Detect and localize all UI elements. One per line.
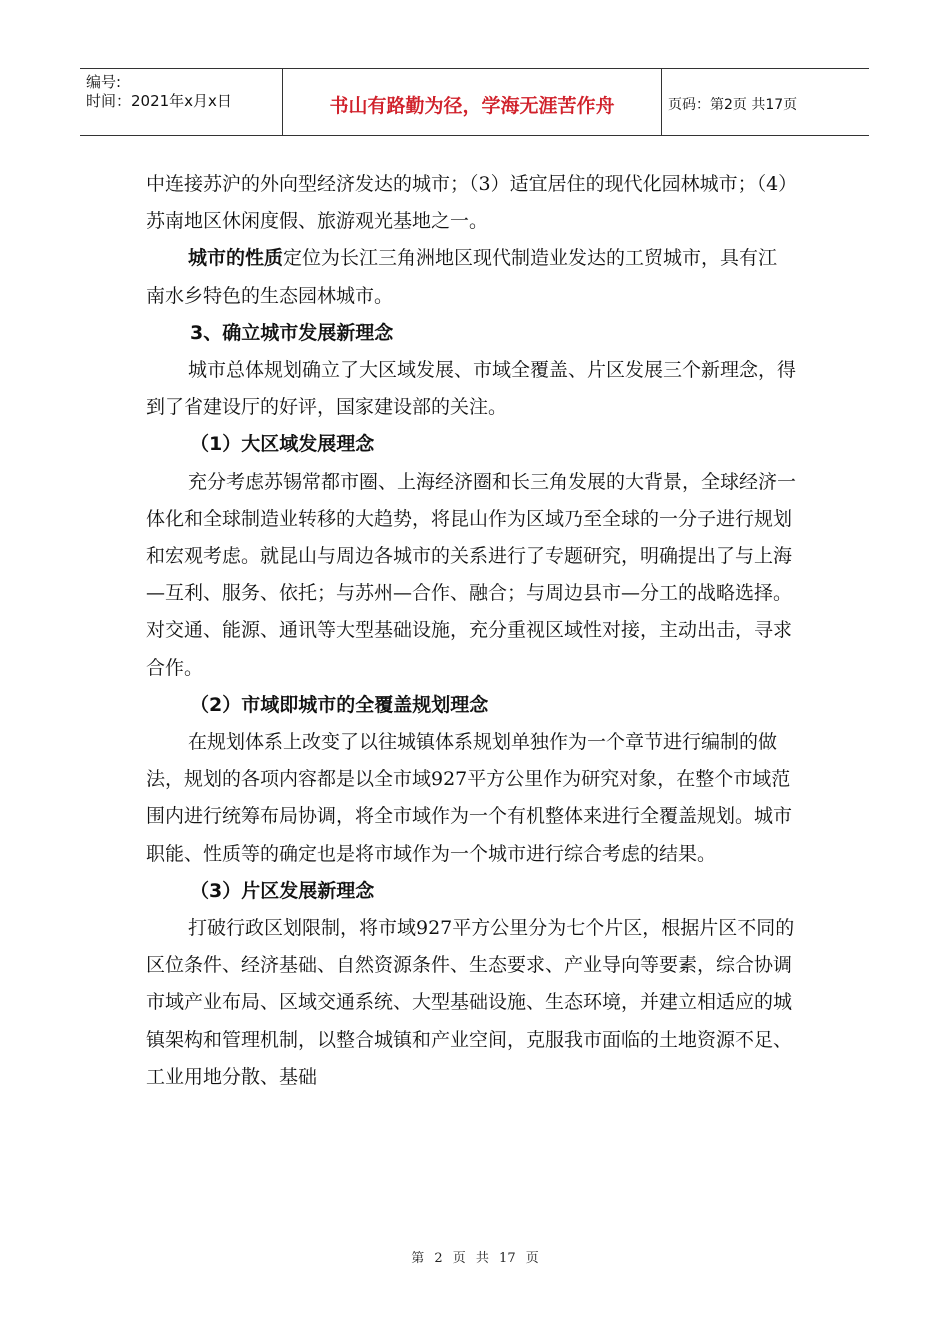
- page-header: [80, 68, 869, 136]
- subheading-district-development: （3）片区发展新理念: [190, 879, 375, 902]
- emphasis-city-nature: 城市的性质: [188, 247, 284, 270]
- time-label: 时间：2021年x月x日: [86, 92, 232, 110]
- serial-label: 编号:: [86, 73, 122, 91]
- subheading-full-coverage: （2）市域即城市的全覆盖规划理念: [190, 693, 489, 716]
- header-meta: [80, 69, 283, 135]
- paragraph-new-concepts: 城市总体规划确立了大区域发展、市域全覆盖、片区发展三个新理念，得到了省建设厅的好评，国家建设部的关注。: [146, 359, 797, 419]
- paragraph-full-coverage: 在规划体系上改变了以往城镇体系规划单独作为一个章节进行编制的做法，规划的各项内容都是以全市域927平方公里作为研究对象，在整个市域范围内进行统筹布局协调，将全市域作为一个有机整体来进行全覆盖规划。城市职能、性质等的确定也是将市域作为一个城市进行综合考虑的结果。: [146, 731, 793, 865]
- paragraph-district-development: 打破行政区划限制，将市域927平方公里分为七个片区，根据片区不同的区位条件、经济基础、自然资源条件、生态要求、产业导向等要素，综合协调市域产业布局、区域交通系统、大型基础设施、生态环境，并建立相适应的城镇架构和管理机制，以整合城镇和产业空间，克服我市面临的土地资源不足、工业用地分散、基础: [146, 917, 795, 1088]
- header-motto: 书山有路勤为径，学海无涯苦作舟: [283, 69, 662, 135]
- header-page-info: 页码：第2页 共17页: [668, 97, 798, 113]
- document-body: [146, 166, 796, 1096]
- subheading-regional-development: （1）大区域发展理念: [190, 433, 375, 456]
- paragraph-continued: 中连接苏沪的外向型经济发达的城市；（3）适宜居住的现代化园林城市；（4）苏南地区休闲度假、旅游观光基地之一。: [146, 173, 788, 233]
- city-nature-text: 定位为长江三角洲地区现代制造业发达的工贸城市，具有江南水乡特色的生态园林城市。: [146, 247, 778, 307]
- paragraph-regional-development: 充分考虑苏锡常都市圈、上海经济圈和长三角发展的大背景，全球经济一体化和全球制造业转移的大趋势，将昆山作为区域乃至全球的一分子进行规划和宏观考虑。就昆山与周边各城市的关系进行了专题研究，明确提出了与上海—互利、服务、依托；与苏州—合作、融合；与周边县市—分工的战略选择。对交通、能源、通讯等大型基础设施，充分重视区域性对接，主动出击，寻求合作。: [146, 470, 797, 679]
- page-footer: 第 2 页 共 17 页: [411, 1251, 539, 1266]
- paragraph-city-nature: [146, 240, 796, 314]
- section-heading-3: 3、确立城市发展新理念: [190, 321, 394, 344]
